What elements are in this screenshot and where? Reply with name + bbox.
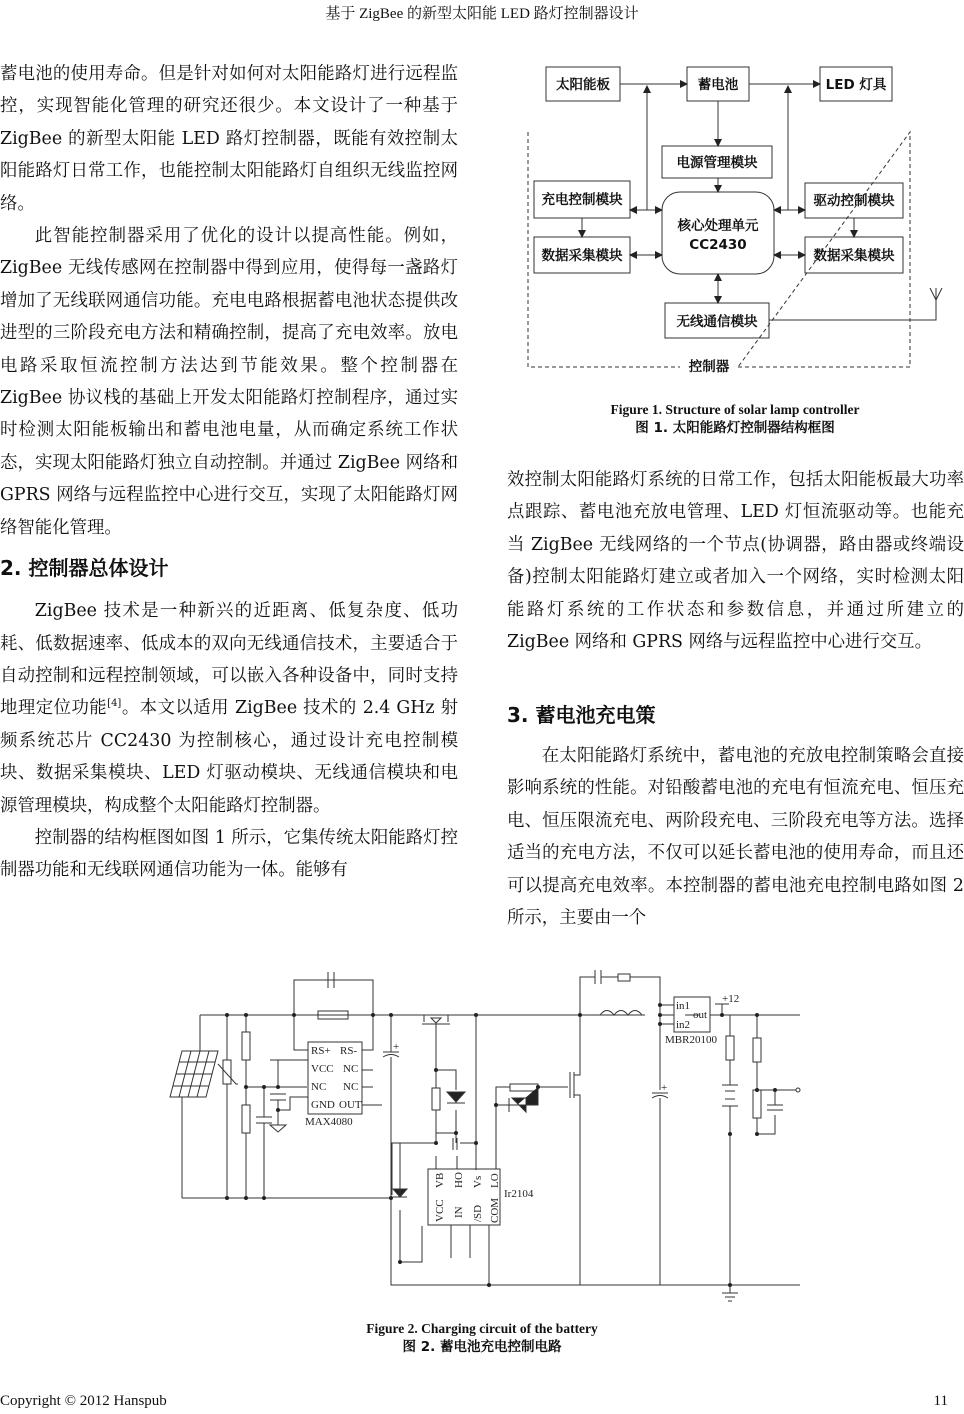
pin-label: HO bbox=[453, 1172, 465, 1188]
block-label: 太阳能板 bbox=[556, 77, 610, 93]
block-label: 数据采集模块 bbox=[541, 248, 623, 264]
section-heading: 2. 控制器总体设计 bbox=[0, 556, 169, 581]
block-label: 无线通信模块 bbox=[676, 314, 758, 330]
block-label: 电源管理模块 bbox=[676, 155, 758, 171]
block-label: 核心处理单元 bbox=[677, 218, 759, 234]
paragraph-text: 。本文以适用 ZigBee 技术的 2.4 GHz 射频系统芯片 CC2430 为控制核心，通过设计充电控制模块、数据采集模块、LED 灯驱动模块、无线通信模块和电源管理模块，构成整个太阳能路灯控制器。 bbox=[0, 698, 458, 816]
antenna-icon bbox=[769, 288, 942, 320]
pin-label: RS+ bbox=[311, 1045, 331, 1057]
figure-2-caption bbox=[240, 1320, 724, 1356]
block-label: 驱动控制模块 bbox=[813, 193, 895, 209]
pin-label: in2 bbox=[676, 1019, 691, 1031]
paragraph-text: ZigBee 技术是一种新兴的近距离、低复杂度、低功耗、低数据速率、低成本的双向无线通信技术，主要适合于自动控制和远程控制领域，可以嵌入各种设备中，同时支持地理定位功能 bbox=[0, 601, 458, 719]
pin-label: VB bbox=[434, 1172, 446, 1188]
caption-chinese: 图 2. 蓄电池充电控制电路 bbox=[402, 1339, 562, 1355]
pin-label: RS- bbox=[340, 1045, 358, 1057]
pin-label: /SD bbox=[472, 1204, 484, 1222]
figure-2-circuit-schematic bbox=[160, 960, 810, 1310]
pin-label: Vs bbox=[472, 1175, 484, 1188]
pin-label: COM bbox=[489, 1197, 501, 1223]
controller-frame-label: 控制器 bbox=[688, 359, 730, 375]
copyright-notice: Copyright © 2012 Hanspub bbox=[0, 1393, 167, 1409]
right-column-bottom bbox=[507, 700, 964, 934]
chip-label: MBR20100 bbox=[665, 1034, 717, 1046]
pin-label: IN bbox=[453, 1206, 465, 1218]
block-label: 充电控制模块 bbox=[541, 192, 623, 208]
paragraph: 控制器的结构框图如图 1 所示，它集传统太阳能路灯控制器功能和无线联网通信功能为一体。能够有 bbox=[0, 827, 458, 881]
paragraph bbox=[0, 595, 458, 822]
block-label: 数据采集模块 bbox=[813, 248, 895, 264]
pin-label: OUT bbox=[339, 1099, 362, 1111]
polarity-label: + bbox=[393, 1041, 400, 1053]
paragraph: 在太阳能路灯系统中，蓄电池的充放电控制策略会直接影响系统的性能。对铅酸蓄电池的充电有恒流充电、恒压充电、恒压限流充电、两阶段充电、三阶段充电等方法。选择适当的充电方法，不仅可以延长蓄电池的使用寿命，而且还可以提高充电效率。本控制器的蓄电池充电控制电路如图 2 所示，主要由一个 bbox=[507, 746, 964, 929]
paragraph: 效控制太阳能路灯系统的日常工作，包括太阳能板最大功率点跟踪、蓄电池充放电管理、LED 灯恒流驱动等。也能充当 ZigBee 无线网络的一个节点(协调器，路由器或终端设备)控制太阳能路灯建立或者加入一个网络，实时检测太阳能路灯系统的工作状态和参数信息，并通过所建立的 ZigBee 网络和 GPRS 网络与远程监控中心进行交互。 bbox=[507, 470, 964, 653]
right-column-top bbox=[507, 464, 964, 658]
block-label: CC2430 bbox=[689, 237, 747, 253]
pin-label: LO bbox=[489, 1173, 501, 1188]
caption-english: Figure 2. Charging circuit of the battery bbox=[366, 1321, 598, 1336]
paragraph: 此智能控制器采用了优化的设计以提高性能。例如，ZigBee 无线传感网在控制器中得到应用，使得每一盏路灯增加了无线联网通信功能。充电电路根据蓄电池状态提供改进型的三阶段充电方法和精确控制，提高了充电效率。放电电路采取恒流控制方法达到节能效果。整个控制器在 ZigBee 协议栈的基础上开发太阳能路灯控制程序，通过实时检测太阳能板输出和蓄电池电量，从而确定系统工作状态，实现太阳能路灯独立自动控制。并通过 ZigBee 网络和 GPRS 网络与远程监控中心进行交互，实现了太阳能路灯网络智能化管理。 bbox=[0, 226, 458, 538]
pin-label: in1 bbox=[676, 1000, 691, 1012]
section-heading: 3. 蓄电池充电策 bbox=[507, 703, 656, 727]
citation-link[interactable]: [4] bbox=[107, 698, 122, 710]
solar-panel-icon bbox=[170, 1015, 218, 1198]
caption-chinese: 图 1. 太阳能路灯控制器结构框图 bbox=[635, 420, 835, 436]
figure-1-block-diagram bbox=[520, 55, 950, 395]
pin-label: NC bbox=[343, 1081, 359, 1093]
figure-1-caption bbox=[520, 401, 950, 437]
pin-label: out bbox=[693, 1009, 708, 1021]
pin-label: VCC bbox=[311, 1063, 334, 1075]
pin-label: NC bbox=[311, 1081, 327, 1093]
chip-label: Ir2104 bbox=[504, 1188, 534, 1200]
caption-english: Figure 1. Structure of solar lamp controller bbox=[610, 402, 860, 417]
left-column bbox=[0, 58, 458, 887]
polarity-label: + bbox=[661, 1082, 668, 1094]
running-title: 基于 ZigBee 的新型太阳能 LED 路灯控制器设计 bbox=[325, 6, 639, 22]
pin-label: NC bbox=[343, 1063, 359, 1075]
pin-label: VCC bbox=[434, 1199, 446, 1222]
pin-label: GND bbox=[311, 1099, 335, 1111]
block-label: 蓄电池 bbox=[697, 77, 739, 93]
page-number: 11 bbox=[933, 1393, 948, 1409]
voltage-label: +12 bbox=[722, 993, 740, 1005]
paragraph: 蓄电池的使用寿命。但是针对如何对太阳能路灯进行远程监控，实现智能化管理的研究还很少。本文设计了一种基于 ZigBee 的新型太阳能 LED 路灯控制器，既能有效控制太阳能路灯日常工作，也能控制太阳能路灯自组织无线监控网络。 bbox=[0, 64, 458, 214]
block-label: LED 灯具 bbox=[825, 77, 887, 93]
chip-label: MAX4080 bbox=[305, 1116, 353, 1128]
